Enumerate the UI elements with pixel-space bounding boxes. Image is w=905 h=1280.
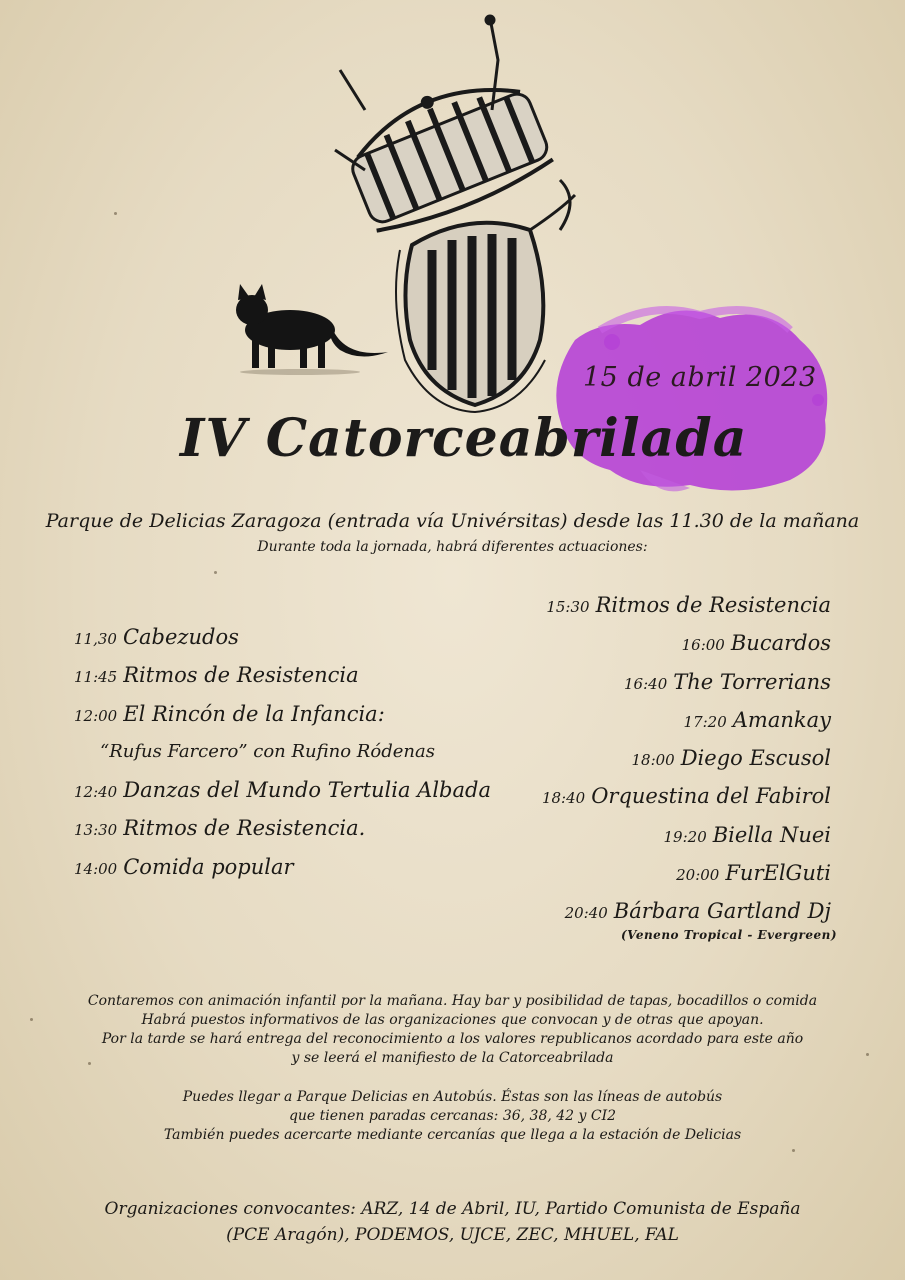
schedule-act: Ritmos de Resistencia: [123, 663, 359, 688]
schedule-item: [451, 701, 831, 739]
schedule-act: El Rincón de la Infancia:: [123, 701, 385, 726]
schedule-item: [451, 854, 831, 892]
transport-line: También puedes acercarte mediante cercanías que llega a la estación de Delicias: [163, 1127, 742, 1143]
organizers-line: (PCE Aragón), PODEMOS, UJCE, ZEC, MHUEL, FAL: [226, 1225, 679, 1245]
schedule-time: 20:00: [676, 866, 720, 885]
transport-paragraph: [0, 1088, 905, 1145]
event-date: 15 de abril 2023: [583, 362, 817, 393]
schedule-act: Biella Nuei: [712, 822, 831, 847]
schedule-time: 16:40: [624, 674, 668, 693]
schedule-act: The Torrerians: [673, 669, 831, 694]
intro-line: Durante toda la jornada, habrá diferentes actuaciones:: [257, 539, 648, 555]
dj-note: (Veneno Tropical - Evergreen): [620, 928, 837, 942]
schedule-time: 16:00: [681, 636, 725, 655]
schedule-act: Ritmos de Resistencia: [595, 593, 831, 617]
schedule-item: [451, 739, 831, 777]
schedule-act: Orquestina del Fabirol: [591, 784, 831, 809]
schedule-act: Cabezudos: [122, 625, 239, 649]
organizers-paragraph: [0, 1196, 905, 1248]
info-line: Contaremos con animación infantil por la mañana. Hay bar y posibilidad de tapas, bocadillos o comida: [87, 993, 818, 1009]
organizers-line: Organizaciones convocantes: ARZ, 14 de Abril, IU, Partido Comunista de España: [104, 1199, 801, 1219]
schedule-item: [74, 848, 514, 886]
transport-line: que tienen paradas cercanas: 36, 38, 42 y CI2: [288, 1108, 617, 1124]
schedule-time: 11,30: [74, 630, 117, 648]
schedule-time: 19:20: [663, 827, 707, 846]
info-paragraph: [0, 992, 905, 1068]
info-line: Por la tarde se hará entrega del reconocimiento a los valores republicanos acordado para este año: [101, 1031, 804, 1047]
schedule-time: 14:00: [74, 859, 118, 878]
paper-speck: [792, 1149, 795, 1152]
schedule-item: [74, 695, 514, 733]
schedule-time: 11:45: [74, 668, 118, 687]
schedule-act: FurElGuti: [725, 861, 831, 886]
schedule-item: [451, 892, 831, 930]
info-line: Habrá puestos informativos de las organizaciones que convocan y de otras que apoyan.: [141, 1012, 764, 1028]
schedule-time: 20:40: [564, 904, 608, 923]
schedule-item: [451, 663, 831, 701]
schedule-act: Comida popular: [123, 854, 294, 879]
schedule-item: [74, 733, 514, 771]
schedule-time: 17:20: [683, 712, 727, 731]
schedule-item: [74, 656, 514, 694]
schedule-act: Bucardos: [730, 631, 831, 656]
schedule-time: 12:00: [74, 706, 118, 725]
info-line: y se leerá el manifiesto de la Catorceabrilada: [291, 1050, 614, 1066]
schedule-act: Danzas del Mundo Tertulia Albada: [123, 778, 491, 803]
location-line: Parque de Delicias Zaragoza (entrada vía Univérsitas) desde las 11.30 de la mañana: [45, 510, 860, 532]
crest-icon: [335, 15, 575, 412]
schedule-time: 13:30: [74, 821, 118, 840]
schedule-time: 18:40: [541, 789, 586, 808]
schedule-act: Amankay: [732, 707, 831, 732]
schedule-time: 15:30: [546, 598, 590, 616]
schedule-item: [74, 771, 514, 809]
schedule-item: [451, 816, 831, 854]
schedule-item: [451, 586, 831, 624]
event-title: IV Catorceabrilada: [180, 408, 748, 469]
cat-icon: [236, 284, 388, 375]
schedule-item: [451, 624, 831, 662]
schedule-left: [74, 618, 514, 886]
schedule-right: [451, 586, 831, 931]
schedule-act: Ritmos de Resistencia.: [123, 816, 366, 841]
schedule-item: [74, 618, 514, 656]
schedule-time: 12:40: [74, 783, 118, 802]
schedule-item: [451, 777, 831, 815]
paper-speck: [214, 571, 217, 574]
schedule-act: “Rufus Farcero” con Rufino Ródenas: [100, 740, 435, 762]
schedule-act: Diego Escusol: [680, 746, 831, 771]
transport-line: Puedes llegar a Parque Delicias en Autobús. Éstas son las líneas de autobús: [182, 1089, 723, 1105]
schedule-item: [74, 809, 514, 847]
schedule-time: 18:00: [631, 751, 675, 770]
schedule-act: Bárbara Gartland Dj: [613, 899, 831, 924]
